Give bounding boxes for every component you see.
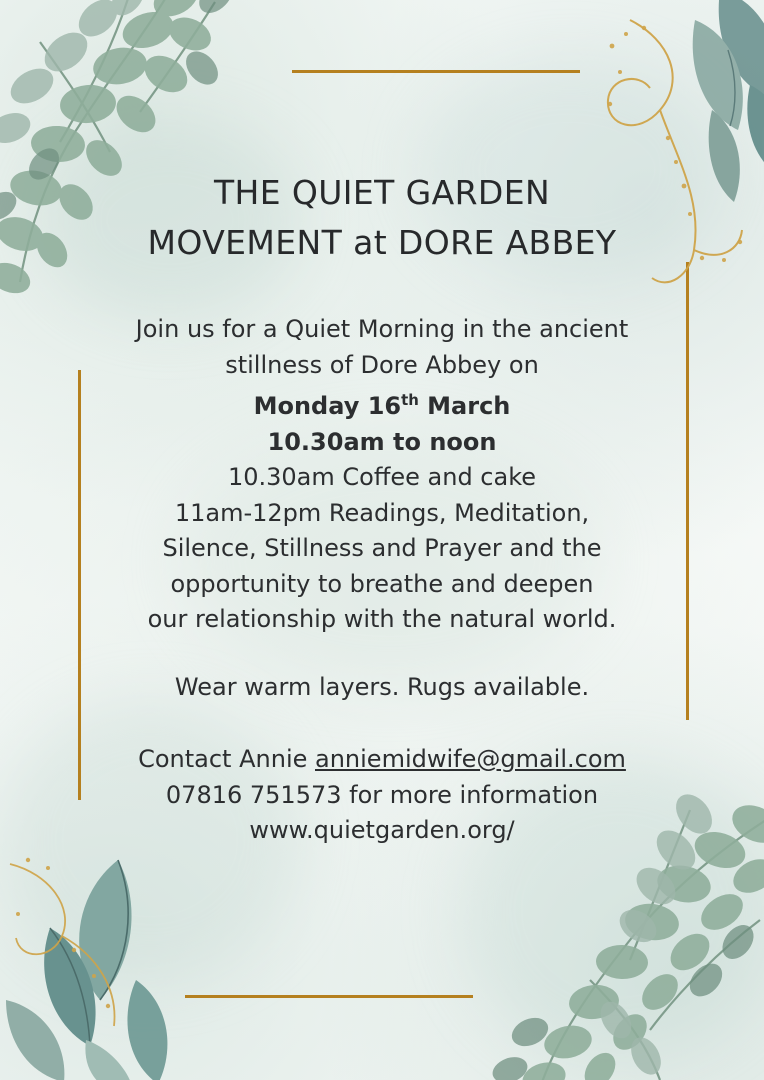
title-line-2: MOVEMENT at DORE ABBEY — [147, 223, 617, 262]
contact-line — [0, 742, 764, 778]
contact-phone: 07816 751573 for more information — [165, 780, 599, 809]
schedule-line-4: opportunity to breathe and deepen — [170, 569, 594, 598]
contact-block — [0, 742, 764, 849]
advice-line: Wear warm layers. Rugs available. — [174, 672, 590, 701]
event-time: 10.30am to noon — [267, 427, 497, 456]
schedule-line-5: our relationship with the natural world. — [147, 605, 617, 633]
intro-line-1: Join us for a Quiet Morning in the ancient — [135, 315, 629, 343]
schedule-line-3: Silence, Stillness and Prayer and the — [162, 534, 602, 562]
event-date — [0, 383, 764, 425]
leaf-cluster-bottom-left-icon — [0, 830, 280, 1080]
contact-name: Contact Annie — [138, 745, 315, 773]
event-date-ordinal: th — [401, 391, 419, 409]
page-title — [0, 168, 764, 268]
intro-line-2: stillness of Dore Abbey on — [225, 350, 539, 379]
title-line-1: THE QUIET GARDEN — [213, 173, 551, 212]
contact-email[interactable]: anniemidwife@gmail.com — [315, 745, 626, 773]
rule-top — [292, 70, 580, 73]
event-date-month: March — [418, 392, 511, 420]
text-spacer — [0, 638, 764, 670]
event-date-day: Monday 16 — [253, 392, 402, 420]
schedule-line-2: 11am-12pm Readings, Meditation, — [174, 498, 590, 527]
schedule-line-1: 10.30am Coffee and cake — [227, 463, 537, 491]
event-details — [0, 312, 764, 705]
contact-website[interactable]: www.quietgarden.org/ — [249, 816, 515, 844]
rule-bottom — [185, 995, 473, 998]
